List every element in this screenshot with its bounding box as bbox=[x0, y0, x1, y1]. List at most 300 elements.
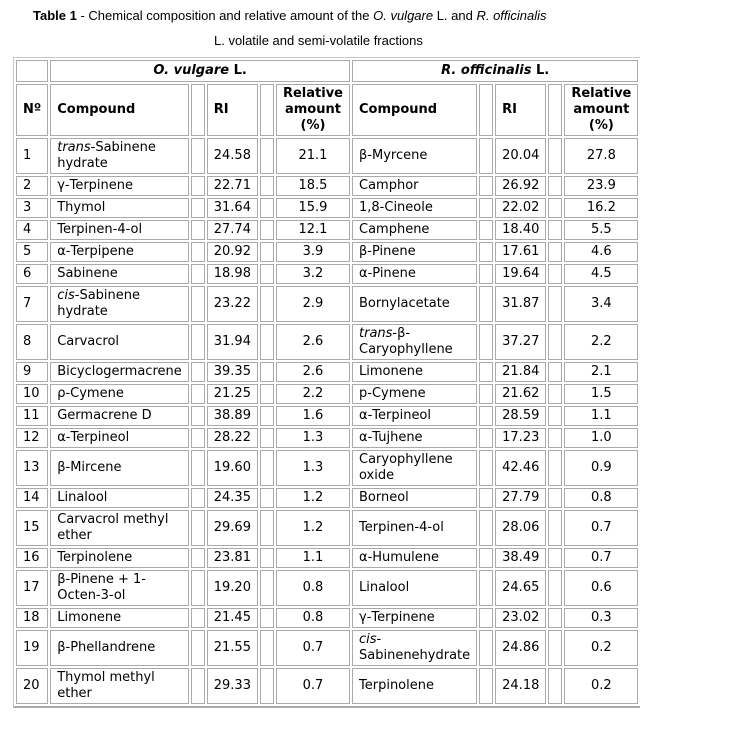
compound-o-vulgare bbox=[50, 264, 189, 284]
compound-o-vulgare bbox=[50, 286, 189, 322]
ri-o-vulgare bbox=[207, 510, 258, 546]
row-number bbox=[16, 630, 48, 666]
cell-text: 24.65 bbox=[502, 580, 540, 595]
row-number bbox=[16, 488, 48, 508]
ri-o-vulgare bbox=[207, 220, 258, 240]
cell-text: 27.79 bbox=[502, 490, 540, 505]
ri-r-officinalis bbox=[495, 324, 546, 360]
relative-amount-r-officinalis bbox=[564, 428, 638, 448]
cell-text: 1.2 bbox=[302, 520, 324, 535]
spacer-cell bbox=[260, 220, 274, 240]
composition-table bbox=[13, 57, 640, 708]
header-rel-line: Relative bbox=[571, 86, 632, 101]
cell-text: 0.9 bbox=[591, 460, 612, 475]
relative-amount-r-officinalis bbox=[564, 668, 638, 704]
spacer-cell bbox=[191, 608, 205, 628]
relative-amount-r-officinalis bbox=[564, 362, 638, 382]
ri-r-officinalis bbox=[495, 450, 546, 486]
cell-text: 19.20 bbox=[213, 580, 251, 595]
cell-text: 28.06 bbox=[502, 520, 540, 535]
cell-text: 24.18 bbox=[502, 678, 540, 693]
cell-text: -Sabinenehydrate bbox=[359, 632, 471, 663]
relative-amount-r-officinalis bbox=[564, 138, 638, 174]
spacer-cell bbox=[260, 362, 274, 382]
row-number bbox=[16, 384, 48, 404]
cell-text: 24.86 bbox=[502, 640, 540, 655]
cell-text: 4.6 bbox=[591, 244, 612, 259]
cell-text: 21.1 bbox=[298, 148, 328, 163]
table-row bbox=[16, 630, 638, 666]
spacer-cell bbox=[479, 264, 493, 284]
spacer-cell bbox=[191, 362, 205, 382]
compound-r-officinalis bbox=[352, 668, 477, 704]
cell-text: 23.81 bbox=[213, 550, 251, 565]
table-row bbox=[16, 324, 638, 360]
cell-text: 18.5 bbox=[298, 178, 328, 193]
table-row bbox=[16, 242, 638, 262]
relative-amount-r-officinalis bbox=[564, 406, 638, 426]
cell-text: 21.84 bbox=[502, 364, 540, 379]
spacer-cell bbox=[548, 548, 562, 568]
cell-text: 0.7 bbox=[591, 550, 612, 565]
cell-text: 31.64 bbox=[213, 200, 251, 215]
cell-text: Bicyclogermacrene bbox=[57, 364, 182, 379]
cell-text: β-Myrcene bbox=[359, 148, 428, 163]
cell-text: 19.64 bbox=[502, 266, 540, 281]
cell-text: 18 bbox=[23, 610, 40, 625]
header-ri-2: RI bbox=[495, 84, 546, 136]
species-header-o-vulgare bbox=[50, 60, 350, 82]
row-number bbox=[16, 406, 48, 426]
spacer-cell bbox=[479, 548, 493, 568]
cell-text: 2.6 bbox=[302, 334, 324, 349]
table-row bbox=[16, 608, 638, 628]
row-number bbox=[16, 138, 48, 174]
spacer-cell bbox=[479, 668, 493, 704]
row-number bbox=[16, 242, 48, 262]
spacer-cell bbox=[548, 384, 562, 404]
cell-text: 4 bbox=[23, 222, 32, 237]
ri-r-officinalis bbox=[495, 488, 546, 508]
ri-r-officinalis bbox=[495, 548, 546, 568]
species-name: O. vulgare bbox=[153, 63, 230, 78]
ri-o-vulgare bbox=[207, 406, 258, 426]
spacer-cell bbox=[548, 220, 562, 240]
relative-amount-r-officinalis bbox=[564, 548, 638, 568]
compound-r-officinalis bbox=[352, 264, 477, 284]
cell-text: 26.92 bbox=[502, 178, 540, 193]
spacer-cell bbox=[191, 488, 205, 508]
row-number bbox=[16, 668, 48, 704]
species-suffix: L. bbox=[531, 63, 550, 78]
spacer-cell bbox=[479, 324, 493, 360]
spacer-cell bbox=[260, 428, 274, 448]
table-row bbox=[16, 570, 638, 606]
spacer-cell bbox=[260, 264, 274, 284]
cell-text: 27.74 bbox=[213, 222, 251, 237]
table-caption bbox=[33, 8, 729, 23]
empty-header-cell bbox=[16, 60, 48, 82]
ri-r-officinalis bbox=[495, 176, 546, 196]
ri-r-officinalis bbox=[495, 362, 546, 382]
compound-r-officinalis bbox=[352, 450, 477, 486]
spacer-cell bbox=[260, 138, 274, 174]
spacer-cell bbox=[191, 548, 205, 568]
cell-text: 1.0 bbox=[591, 430, 612, 445]
spacer-cell bbox=[191, 324, 205, 360]
cell-text: 8 bbox=[23, 334, 32, 349]
cell-text: 22.02 bbox=[502, 200, 540, 215]
spacer-cell bbox=[479, 362, 493, 382]
relative-amount-o-vulgare bbox=[276, 220, 350, 240]
cell-text: ρ-Cymene bbox=[57, 386, 124, 401]
compound-r-officinalis bbox=[352, 176, 477, 196]
ri-r-officinalis bbox=[495, 608, 546, 628]
cell-text: 1.6 bbox=[302, 408, 324, 423]
relative-amount-o-vulgare bbox=[276, 428, 350, 448]
cell-text: 21.55 bbox=[213, 640, 251, 655]
table-row bbox=[16, 548, 638, 568]
cell-text: Camphor bbox=[359, 178, 419, 193]
table-row bbox=[16, 450, 638, 486]
cell-text: 1.1 bbox=[302, 550, 324, 565]
cell-text: α-Tujhene bbox=[359, 430, 423, 445]
relative-amount-r-officinalis bbox=[564, 324, 638, 360]
ri-r-officinalis bbox=[495, 570, 546, 606]
table-caption-line-2: L. volatile and semi-volatile fractions bbox=[214, 33, 423, 48]
cell-text: α-Terpineol bbox=[57, 430, 130, 445]
spacer-cell bbox=[260, 242, 274, 262]
cell-text: 0.8 bbox=[302, 610, 324, 625]
ri-r-officinalis bbox=[495, 242, 546, 262]
compound-o-vulgare bbox=[50, 488, 189, 508]
compound-o-vulgare bbox=[50, 450, 189, 486]
spacer-cell bbox=[479, 242, 493, 262]
caption-text-2: L. and bbox=[433, 8, 477, 23]
ri-r-officinalis bbox=[495, 668, 546, 704]
table-row bbox=[16, 428, 638, 448]
cell-text: Thymol methyl ether bbox=[57, 670, 155, 701]
spacer-cell bbox=[260, 510, 274, 546]
cell-text: 19 bbox=[23, 640, 40, 655]
spacer-cell bbox=[191, 220, 205, 240]
compound-o-vulgare bbox=[50, 242, 189, 262]
cell-text: 9 bbox=[23, 364, 32, 379]
compound-o-vulgare bbox=[50, 138, 189, 174]
spacer-cell bbox=[479, 406, 493, 426]
ri-o-vulgare bbox=[207, 362, 258, 382]
compound-r-officinalis bbox=[352, 488, 477, 508]
spacer-cell bbox=[548, 176, 562, 196]
cell-text: -Sabinene hydrate bbox=[57, 288, 141, 319]
spacer-cell bbox=[191, 428, 205, 448]
spacer-cell bbox=[191, 198, 205, 218]
cell-text: Terpinolene bbox=[359, 678, 434, 693]
relative-amount-o-vulgare bbox=[276, 570, 350, 606]
cell-text: 13 bbox=[23, 460, 40, 475]
spacer-cell bbox=[191, 406, 205, 426]
cell-text: 24.58 bbox=[213, 148, 251, 163]
spacer-cell bbox=[260, 630, 274, 666]
spacer-cell bbox=[548, 264, 562, 284]
cell-text: Sabinene bbox=[57, 266, 118, 281]
cell-text: β-Pinene bbox=[359, 244, 416, 259]
ri-o-vulgare bbox=[207, 668, 258, 704]
header-spacer bbox=[191, 84, 205, 136]
header-relative-amount-2 bbox=[564, 84, 638, 136]
ri-o-vulgare bbox=[207, 548, 258, 568]
cell-text: 3.4 bbox=[591, 296, 612, 311]
species-name: R. officinalis bbox=[441, 63, 532, 78]
compound-o-vulgare bbox=[50, 198, 189, 218]
relative-amount-o-vulgare bbox=[276, 510, 350, 546]
relative-amount-o-vulgare bbox=[276, 176, 350, 196]
cell-text: 16 bbox=[23, 550, 40, 565]
cell-text: 6 bbox=[23, 266, 32, 281]
cell-text: Carvacrol bbox=[57, 334, 120, 349]
cell-text: Borneol bbox=[359, 490, 409, 505]
cell-text: 17.61 bbox=[502, 244, 540, 259]
cell-text: 0.2 bbox=[591, 640, 612, 655]
spacer-cell bbox=[479, 450, 493, 486]
ri-r-officinalis bbox=[495, 510, 546, 546]
spacer-cell bbox=[479, 488, 493, 508]
row-number bbox=[16, 608, 48, 628]
cell-text: 28.22 bbox=[213, 430, 251, 445]
relative-amount-r-officinalis bbox=[564, 220, 638, 240]
row-number bbox=[16, 510, 48, 546]
ri-o-vulgare bbox=[207, 138, 258, 174]
cell-text: β-Pinene + 1-Octen-3-ol bbox=[57, 572, 146, 603]
ri-o-vulgare bbox=[207, 570, 258, 606]
relative-amount-r-officinalis bbox=[564, 198, 638, 218]
cell-text: 3 bbox=[23, 200, 32, 215]
relative-amount-o-vulgare bbox=[276, 286, 350, 322]
compound-o-vulgare bbox=[50, 548, 189, 568]
cell-text: 18.98 bbox=[213, 266, 251, 281]
cell-text: 1.5 bbox=[591, 386, 612, 401]
row-number bbox=[16, 286, 48, 322]
spacer-cell bbox=[479, 384, 493, 404]
spacer-cell bbox=[260, 570, 274, 606]
cell-text: 20 bbox=[23, 678, 40, 693]
cell-text: 3.2 bbox=[302, 266, 324, 281]
spacer-cell bbox=[260, 608, 274, 628]
header-ri-1: RI bbox=[207, 84, 258, 136]
ri-o-vulgare bbox=[207, 176, 258, 196]
cell-text: Limonene bbox=[359, 364, 423, 379]
cell-text: 0.7 bbox=[591, 520, 612, 535]
compound-r-officinalis bbox=[352, 242, 477, 262]
relative-amount-r-officinalis bbox=[564, 264, 638, 284]
cell-text: Terpinolene bbox=[57, 550, 133, 565]
cell-text: 2.2 bbox=[591, 334, 612, 349]
compound-o-vulgare bbox=[50, 608, 189, 628]
relative-amount-o-vulgare bbox=[276, 548, 350, 568]
compound-prefix: trans bbox=[57, 140, 91, 155]
relative-amount-o-vulgare bbox=[276, 608, 350, 628]
spacer-cell bbox=[260, 324, 274, 360]
cell-text: 0.7 bbox=[302, 678, 324, 693]
spacer-cell bbox=[548, 428, 562, 448]
spacer-cell bbox=[260, 286, 274, 322]
row-number bbox=[16, 428, 48, 448]
compound-prefix: cis bbox=[359, 632, 377, 647]
spacer-cell bbox=[548, 138, 562, 174]
cell-text: Caryophyllene oxide bbox=[359, 452, 453, 483]
spacer-cell bbox=[191, 630, 205, 666]
header-rel-line: (%) bbox=[588, 118, 614, 133]
relative-amount-r-officinalis bbox=[564, 488, 638, 508]
cell-text: 12 bbox=[23, 430, 40, 445]
cell-text: α-Terpineol bbox=[359, 408, 432, 423]
relative-amount-o-vulgare bbox=[276, 384, 350, 404]
spacer-cell bbox=[548, 608, 562, 628]
spacer-cell bbox=[479, 286, 493, 322]
compound-prefix: cis bbox=[57, 288, 75, 303]
spacer-cell bbox=[260, 548, 274, 568]
spacer-cell bbox=[191, 242, 205, 262]
cell-text: 2.9 bbox=[302, 296, 324, 311]
cell-text: 0.2 bbox=[591, 678, 612, 693]
row-number bbox=[16, 450, 48, 486]
header-spacer bbox=[260, 84, 274, 136]
ri-o-vulgare bbox=[207, 488, 258, 508]
spacer-cell bbox=[548, 324, 562, 360]
spacer-cell bbox=[191, 510, 205, 546]
compound-r-officinalis bbox=[352, 198, 477, 218]
compound-r-officinalis bbox=[352, 570, 477, 606]
compound-o-vulgare bbox=[50, 324, 189, 360]
spacer-cell bbox=[260, 406, 274, 426]
ri-o-vulgare bbox=[207, 428, 258, 448]
table-row bbox=[16, 198, 638, 218]
spacer-cell bbox=[260, 176, 274, 196]
caption-species-1: O. vulgare bbox=[373, 8, 434, 23]
compound-o-vulgare bbox=[50, 668, 189, 704]
cell-text: 23.22 bbox=[213, 296, 251, 311]
compound-r-officinalis bbox=[352, 286, 477, 322]
cell-text: Camphene bbox=[359, 222, 430, 237]
cell-text: α-Terpipene bbox=[57, 244, 134, 259]
cell-text: 1.3 bbox=[302, 460, 324, 475]
compound-o-vulgare bbox=[50, 570, 189, 606]
cell-text: 1 bbox=[23, 148, 32, 163]
cell-text: 2.1 bbox=[591, 364, 612, 379]
relative-amount-o-vulgare bbox=[276, 264, 350, 284]
ri-o-vulgare bbox=[207, 264, 258, 284]
cell-text: 11 bbox=[23, 408, 40, 423]
cell-text: 14 bbox=[23, 490, 40, 505]
header-rel-line: amount bbox=[573, 102, 630, 117]
species-suffix: L. bbox=[229, 63, 247, 78]
compound-r-officinalis bbox=[352, 220, 477, 240]
cell-text: β-Phellandrene bbox=[57, 640, 156, 655]
table-label: Table 1 bbox=[33, 8, 77, 23]
header-rel-line: amount bbox=[284, 102, 341, 117]
ri-r-officinalis bbox=[495, 198, 546, 218]
cell-text: 2 bbox=[23, 178, 32, 193]
spacer-cell bbox=[479, 138, 493, 174]
compound-o-vulgare bbox=[50, 428, 189, 448]
relative-amount-o-vulgare bbox=[276, 324, 350, 360]
cell-text: 39.35 bbox=[213, 364, 251, 379]
cell-text: 29.33 bbox=[213, 678, 251, 693]
cell-text: 0.3 bbox=[591, 610, 612, 625]
compound-o-vulgare bbox=[50, 176, 189, 196]
spacer-cell bbox=[479, 428, 493, 448]
compound-r-officinalis bbox=[352, 428, 477, 448]
header-compound-2: Compound bbox=[352, 84, 477, 136]
table-row bbox=[16, 362, 638, 382]
cell-text: 0.8 bbox=[591, 490, 612, 505]
spacer-cell bbox=[548, 362, 562, 382]
ri-r-officinalis bbox=[495, 428, 546, 448]
cell-text: 1,8-Cineole bbox=[359, 200, 433, 215]
cell-text: 7 bbox=[23, 296, 32, 311]
header-relative-amount-1 bbox=[276, 84, 350, 136]
cell-text: -Sabinene hydrate bbox=[57, 140, 156, 171]
compound-r-officinalis bbox=[352, 324, 477, 360]
relative-amount-r-officinalis bbox=[564, 384, 638, 404]
cell-text: 27.8 bbox=[586, 148, 616, 163]
ri-r-officinalis bbox=[495, 630, 546, 666]
cell-text: α-Pinene bbox=[359, 266, 416, 281]
compound-r-officinalis bbox=[352, 362, 477, 382]
relative-amount-r-officinalis bbox=[564, 450, 638, 486]
ri-o-vulgare bbox=[207, 242, 258, 262]
ri-o-vulgare bbox=[207, 450, 258, 486]
ri-r-officinalis bbox=[495, 286, 546, 322]
spacer-cell bbox=[191, 138, 205, 174]
cell-text: Terpinen-4-ol bbox=[359, 520, 444, 535]
spacer-cell bbox=[548, 198, 562, 218]
relative-amount-r-officinalis bbox=[564, 286, 638, 322]
cell-text: 24.35 bbox=[213, 490, 251, 505]
compound-prefix: trans bbox=[359, 326, 393, 341]
row-number bbox=[16, 548, 48, 568]
ri-r-officinalis bbox=[495, 384, 546, 404]
row-number bbox=[16, 362, 48, 382]
cell-text: 16.2 bbox=[586, 200, 616, 215]
species-header-r-officinalis bbox=[352, 60, 638, 82]
spacer-cell bbox=[548, 570, 562, 606]
table-row bbox=[16, 220, 638, 240]
cell-text: 19.60 bbox=[213, 460, 251, 475]
ri-o-vulgare bbox=[207, 630, 258, 666]
spacer-cell bbox=[548, 630, 562, 666]
cell-text: 1.3 bbox=[302, 430, 324, 445]
cell-text: 2.6 bbox=[302, 364, 324, 379]
cell-text: 37.27 bbox=[502, 334, 540, 349]
ri-o-vulgare bbox=[207, 384, 258, 404]
relative-amount-o-vulgare bbox=[276, 488, 350, 508]
cell-text: α-Humulene bbox=[359, 550, 440, 565]
relative-amount-r-officinalis bbox=[564, 510, 638, 546]
ri-o-vulgare bbox=[207, 286, 258, 322]
cell-text: Limonene bbox=[57, 610, 122, 625]
cell-text: 0.6 bbox=[591, 580, 612, 595]
cell-text: 1.1 bbox=[591, 408, 612, 423]
row-number bbox=[16, 220, 48, 240]
table-row bbox=[16, 264, 638, 284]
relative-amount-o-vulgare bbox=[276, 668, 350, 704]
cell-text: 20.92 bbox=[213, 244, 251, 259]
ri-o-vulgare bbox=[207, 608, 258, 628]
cell-text: 21.45 bbox=[213, 610, 251, 625]
compound-o-vulgare bbox=[50, 384, 189, 404]
cell-text: 31.94 bbox=[213, 334, 251, 349]
